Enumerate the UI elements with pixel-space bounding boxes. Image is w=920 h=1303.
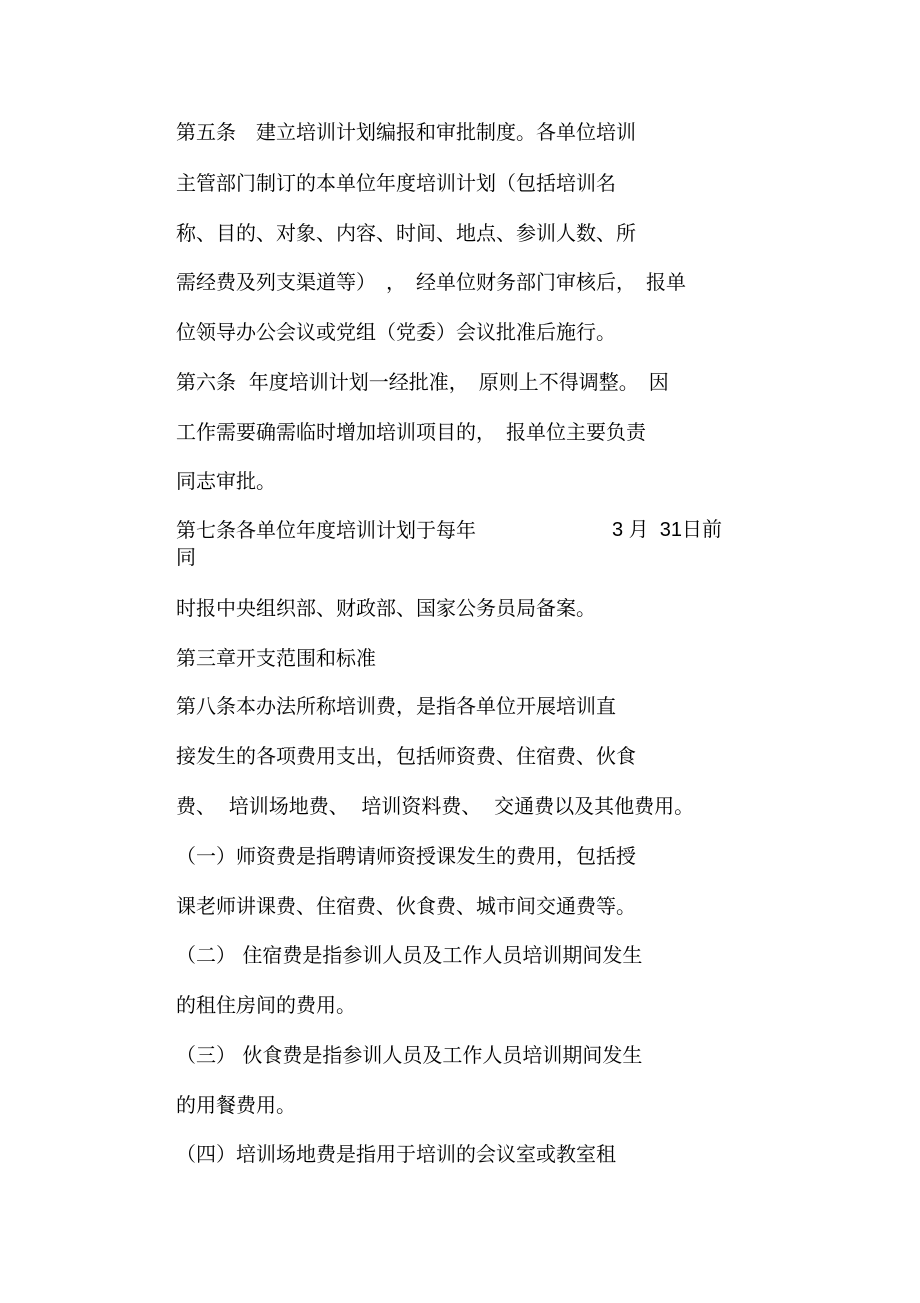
text-line: （四）培训场地费是指用于培训的会议室或教室租 [176,1142,616,1166]
date-text: 3 月 31日前 [612,519,723,541]
text-line: 费、 培训场地费、 培训资料费、 交通费以及其他费用。 [176,794,695,818]
chapter-heading: 第三章开支范围和标准 [176,646,376,670]
text-line: 同 [176,545,196,569]
text-line: 第八条本办法所称培训费，是指各单位开展培训直 [176,694,616,718]
text-line: 工作需要确需临时增加培训项目的， 报单位主要负责 [176,420,646,444]
text-line: （三） 伙食费是指参训人员及工作人员培训期间发生 [176,1043,643,1067]
text-line: 时报中央组织部、财政部、国家公务员局备案。 [176,596,596,620]
text-line: 第七条各单位年度培训计划于每年 [176,518,476,542]
text-line: （二） 住宿费是指参训人员及工作人员培训期间发生 [176,943,643,967]
text-line: 接发生的各项费用支出，包括师资费、住宿费、伙食 [176,744,636,768]
text-line: 第五条 建立培训计划编报和审批制度。各单位培训 [176,120,636,144]
text-line: 同志审批。 [176,469,276,493]
text-line: （一）师资费是指聘请师资授课发生的费用，包括授 [176,844,636,868]
text-line: 课老师讲课费、住宿费、伙食费、城市间交通费等。 [176,894,636,918]
text-line: 第六条 年度培训计划一经批准， 原则上不得调整。 因 [176,370,669,394]
text-line: 的租住房间的费用。 [176,993,356,1017]
text-line: 需经费及列支渠道等） ， 经单位财务部门审核后， 报单 [176,270,686,294]
text-line: 主管部门制订的本单位年度培训计划（包括培训名 [176,171,616,195]
text-line: 位领导办公会议或党组（党委）会议批准后施行。 [176,320,616,344]
text-line: 称、目的、对象、内容、时间、地点、参训人数、所 [176,221,636,245]
text-line: 的用餐费用。 [176,1093,296,1117]
